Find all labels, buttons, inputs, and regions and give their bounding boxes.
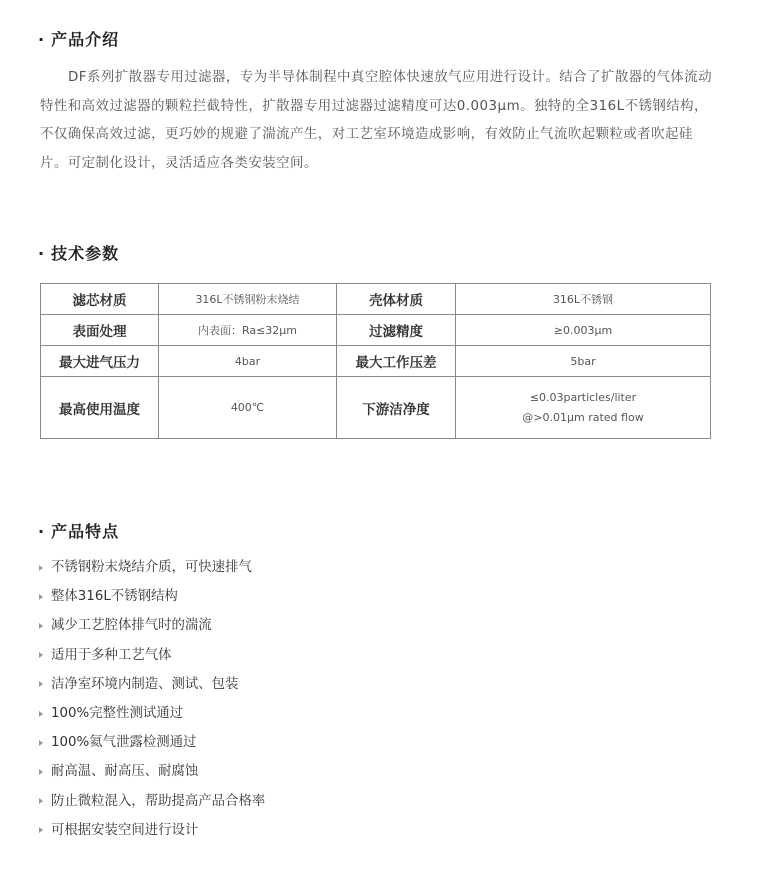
features-list xyxy=(38,553,265,845)
list-item xyxy=(38,641,265,670)
intro-heading xyxy=(38,27,119,50)
feature-text: 防止微粒混入，帮助提高产品合格率 xyxy=(51,793,266,809)
param-label: 最高使用温度 xyxy=(41,377,159,439)
triangle-right-icon xyxy=(39,594,43,600)
table-row xyxy=(41,315,711,346)
triangle-right-icon xyxy=(39,798,43,804)
list-item xyxy=(38,611,265,640)
heading-bullet: · xyxy=(38,244,46,263)
param-value: 5bar xyxy=(456,346,711,377)
param-value: 316L不锈钢粉末烧结 xyxy=(159,284,337,315)
list-item xyxy=(38,582,265,611)
intro-paragraph xyxy=(40,64,716,178)
triangle-right-icon xyxy=(39,711,43,717)
triangle-right-icon xyxy=(39,740,43,746)
params-title: 技术参数 xyxy=(51,244,120,263)
params-heading xyxy=(38,241,119,264)
triangle-right-icon xyxy=(39,769,43,775)
param-value-line: ≤0.03particles/liter xyxy=(529,390,637,404)
list-item xyxy=(38,553,265,582)
param-label: 表面处理 xyxy=(41,315,159,346)
param-label: 过滤精度 xyxy=(337,315,456,346)
feature-text: 可根据安装空间进行设计 xyxy=(51,822,199,838)
param-label: 壳体材质 xyxy=(337,284,456,315)
feature-text: 不锈钢粉末烧结介质，可快速排气 xyxy=(51,560,252,575)
param-value: 316L不锈钢 xyxy=(456,284,711,315)
triangle-right-icon xyxy=(39,681,43,687)
param-label: 滤芯材质 xyxy=(41,284,159,315)
features-title: 产品特点 xyxy=(51,522,120,541)
param-label: 下游洁净度 xyxy=(337,377,456,439)
triangle-right-icon xyxy=(39,652,43,658)
param-label: 最大工作压差 xyxy=(337,346,456,377)
features-heading xyxy=(38,519,119,542)
heading-bullet: · xyxy=(38,522,46,541)
param-value: ≥0.003μm xyxy=(456,315,711,346)
list-item xyxy=(38,757,265,786)
intro-paragraph-text: DF系列扩散器专用过滤器，专为半导体制程中真空腔体快速放气应用进行设计。结合了扩散器的气体流动特性和高效过滤器的颗粒拦截特性，扩散器专用过滤器过滤精度可达0.003μm。独特的全316L不锈钢结构，不仅确保高效过滤，更巧妙的规避了湍流产生，对工艺室环境造成影响，有效防止气流吹起颗粒或者吹起硅片。可定制化设计，灵活适应各类安装空间。 xyxy=(40,70,713,171)
list-item xyxy=(38,728,265,757)
params-table xyxy=(40,283,711,439)
param-value-multiline xyxy=(456,377,711,439)
list-item xyxy=(38,670,265,699)
table-row xyxy=(41,284,711,315)
table-row xyxy=(41,377,711,439)
feature-text: 100%完整性测试通过 xyxy=(51,705,184,721)
param-value: 400℃ xyxy=(159,377,337,439)
param-label: 最大进气压力 xyxy=(41,346,159,377)
triangle-right-icon xyxy=(39,827,43,833)
triangle-right-icon xyxy=(39,565,43,571)
feature-text: 耐高温、耐高压、耐腐蚀 xyxy=(51,764,199,780)
list-item xyxy=(38,699,265,728)
feature-text: 整体316L不锈钢结构 xyxy=(51,589,178,605)
feature-text: 适用于多种工艺气体 xyxy=(51,647,172,663)
feature-text: 洁净室环境内制造、测试、包装 xyxy=(51,676,239,692)
heading-bullet: · xyxy=(38,30,46,49)
triangle-right-icon xyxy=(39,623,43,629)
param-value: 4bar xyxy=(159,346,337,377)
intro-title: 产品介绍 xyxy=(51,30,120,49)
feature-text: 100%氦气泄露检测通过 xyxy=(51,735,197,751)
list-item xyxy=(38,816,265,845)
param-value-line: @>0.01μm rated flow xyxy=(522,410,644,424)
list-item xyxy=(38,787,265,816)
table-row xyxy=(41,346,711,377)
param-value: 内表面：Ra≤32μm xyxy=(159,315,337,346)
feature-text: 减少工艺腔体排气时的湍流 xyxy=(51,618,212,634)
